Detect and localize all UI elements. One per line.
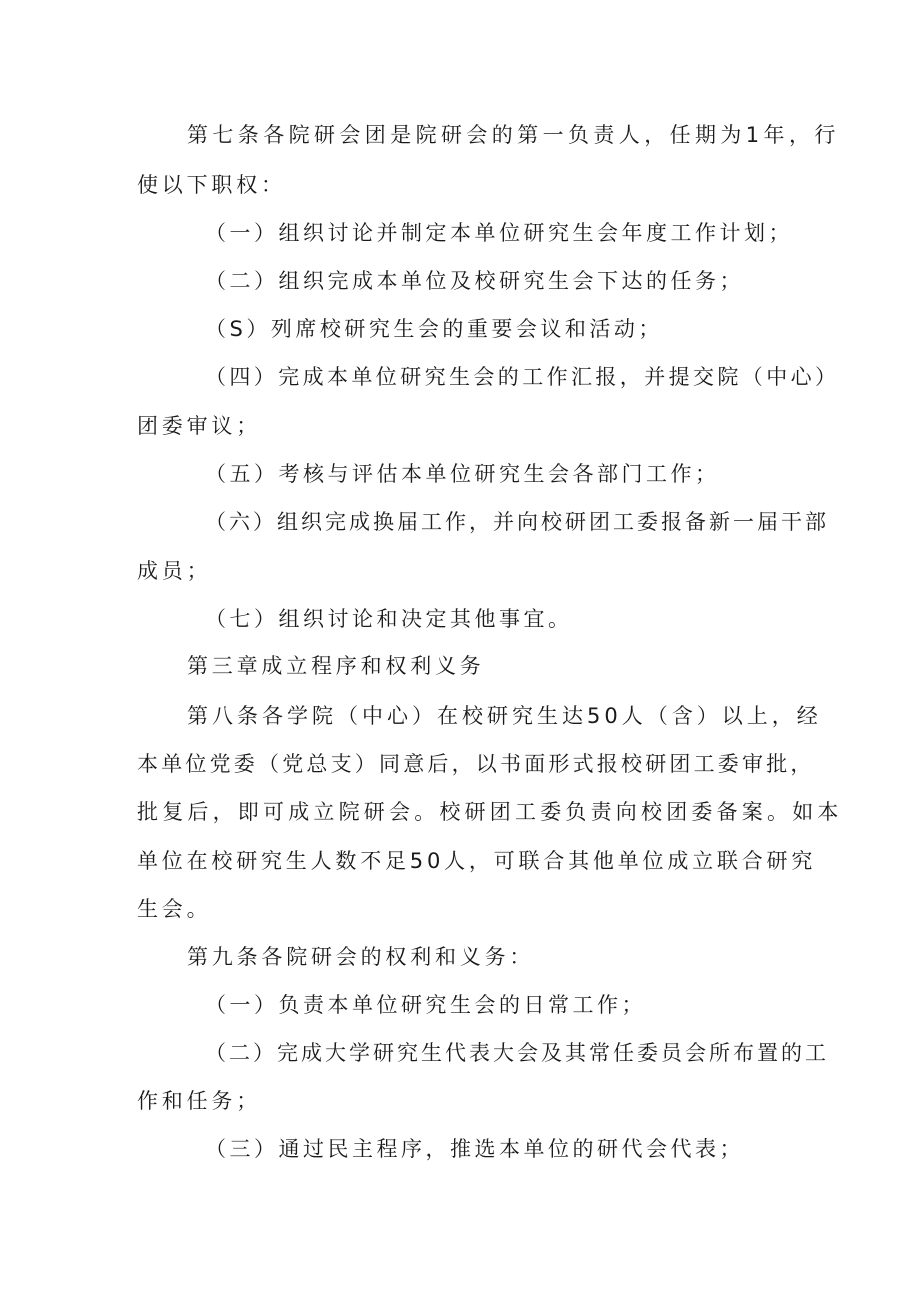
article-9-item-2-line-2: 作和任务；	[137, 1089, 261, 1113]
article-7-item-2: （二）组织完成本单位及校研究生会下达的任务；	[205, 269, 744, 293]
article-8-line-1: 第八条各学院（中心）在校研究生达50人（含）以上，经	[187, 704, 822, 728]
article-8-line-3: 批复后，即可成立院研会。校研团工委负责向校团委备案。如本	[137, 800, 843, 824]
article-8-line-5: 生会。	[137, 897, 212, 921]
article-7-item-5: （五）考核与评估本单位研究生会各部门工作；	[205, 462, 720, 486]
chapter-3-heading: 第三章成立程序和权利义务	[187, 654, 485, 678]
article-7-item-7: （七）组织讨论和决定其他事宜。	[205, 607, 573, 631]
article-9-heading: 第九条各院研会的权利和义务：	[187, 945, 535, 969]
article-7-line-1: 第七条各院研会团是院研会的第一负责人，任期为1年，行	[187, 123, 840, 147]
article-9-item-2-line-1: （二）完成大学研究生代表大会及其常任委员会所布置的工	[205, 1041, 829, 1065]
article-7-item-3: （S）列席校研究生会的重要会议和活动；	[205, 317, 663, 341]
article-7-line-2: 使以下职权：	[137, 173, 286, 197]
article-7-item-6-line-1: （六）组织完成换届工作，并向校研团工委报备新一届干部	[205, 510, 829, 534]
article-7-item-1: （一）组织讨论并制定本单位研究生会年度工作计划；	[205, 221, 793, 245]
article-7-item-4-line-1: （四）完成本单位研究生会的工作汇报，并提交院（中心）	[205, 365, 840, 389]
article-9-item-1: （一）负责本单位研究生会的日常工作；	[205, 993, 646, 1017]
article-7-item-4-line-2: 团委审议；	[137, 414, 261, 438]
article-8-line-4: 单位在校研究生人数不足50人，可联合其他单位成立联合研究	[137, 849, 817, 873]
article-9-item-3: （三）通过民主程序，推选本单位的研代会代表；	[205, 1137, 744, 1161]
article-8-line-2: 本单位党委（党总支）同意后，以书面形式报校研团工委审批，	[137, 752, 815, 776]
article-7-item-6-line-2: 成员；	[137, 559, 212, 583]
